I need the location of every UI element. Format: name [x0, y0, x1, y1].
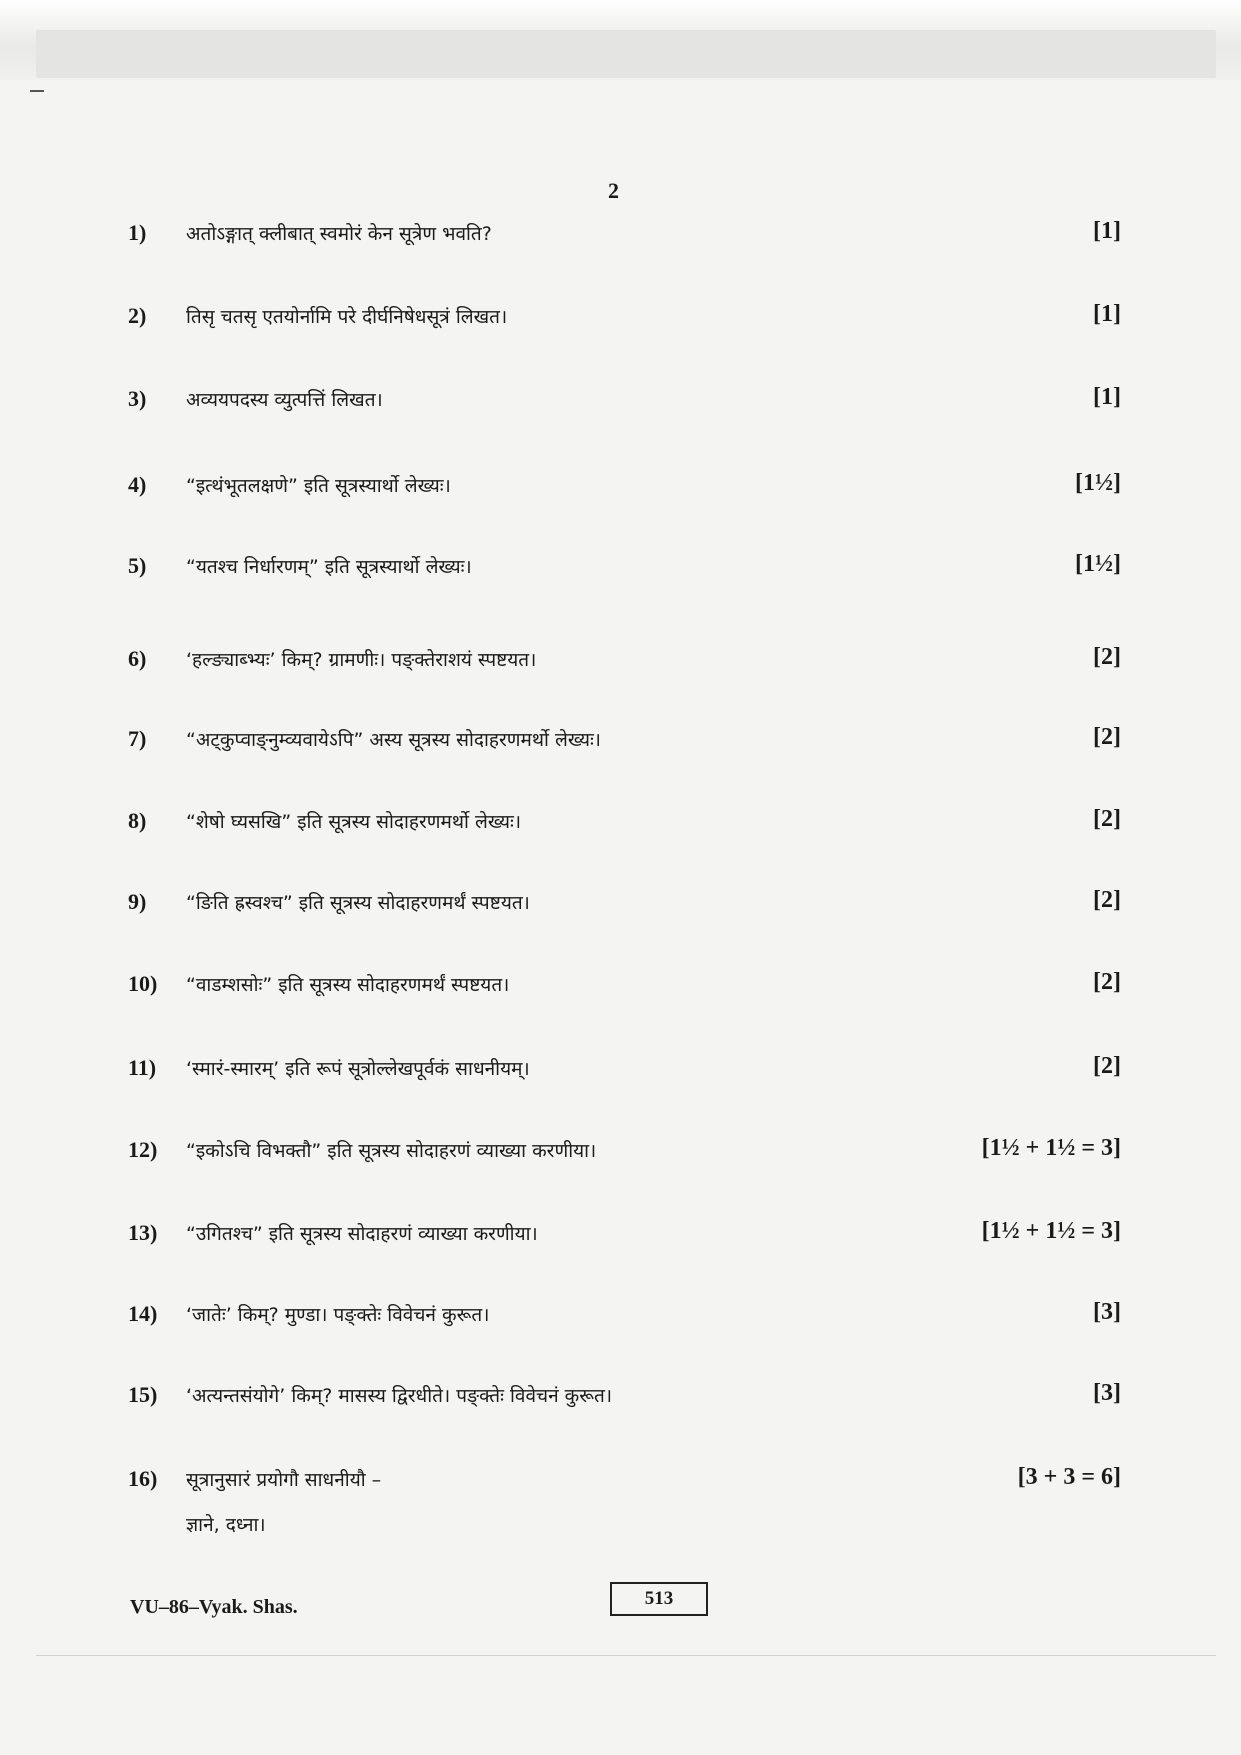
- question-number: 5): [128, 553, 147, 578]
- question-text: ‘स्मारं-स्मारम्’ इति रूपं सूत्रोल्लेखपूर्वकं साधनीयम्।: [186, 1058, 530, 1080]
- question-text: अतोऽङ्गात् क्लीबात् स्वमोरं केन सूत्रेण भवति?: [186, 223, 492, 245]
- question-item: [0, 468, 1241, 508]
- question-marks: [2]: [1093, 806, 1121, 832]
- question-item: [0, 722, 1241, 762]
- question-text: सूत्रानुसारं प्रयोगौ साधनीयौ –: [186, 1469, 382, 1491]
- question-text: “इकोऽचि विभक्तौ” इति सूत्रस्य सोदाहरणं व्याख्या करणीया।: [186, 1140, 597, 1162]
- question-text: “यतश्च निर्धारणम्” इति सूत्रस्यार्थो लेख्यः।: [186, 556, 472, 578]
- question-item: [0, 382, 1241, 422]
- question-text: “अट्कुप्वाङ्नुम्व्यवायेऽपि” अस्य सूत्रस्य सोदाहरणमर्थो लेख्यः।: [186, 729, 602, 751]
- question-item: [0, 967, 1241, 1007]
- question-number: 6): [128, 646, 147, 671]
- question-marks: [2]: [1093, 887, 1121, 913]
- footer-divider: [36, 1655, 1216, 1656]
- question-text: “इत्थंभूतलक्षणे” इति सूत्रस्यार्थो लेख्यः।: [186, 475, 451, 497]
- question-text: “उगितश्च” इति सूत्रस्य सोदाहरणं व्याख्या करणीया।: [186, 1223, 538, 1245]
- paper-code: VU–86–Vyak. Shas.: [130, 1596, 298, 1618]
- question-number: 13): [128, 1220, 158, 1245]
- question-marks: [1]: [1093, 384, 1121, 410]
- question-item: [0, 1216, 1241, 1256]
- question-item: [0, 216, 1241, 256]
- question-item: [0, 299, 1241, 339]
- question-number: 9): [128, 889, 147, 914]
- question-item: [0, 1051, 1241, 1091]
- question-marks: [1]: [1093, 301, 1121, 327]
- question-marks: [1½]: [1075, 551, 1121, 577]
- question-marks: [3]: [1093, 1299, 1121, 1325]
- question-marks: [2]: [1093, 1053, 1121, 1079]
- question-number: 3): [128, 386, 147, 411]
- question-number: 4): [128, 472, 147, 497]
- question-text: “ङिति ह्रस्वश्च” इति सूत्रस्य सोदाहरणमर्थं स्पष्टयत।: [186, 892, 530, 914]
- scan-edge-band: [36, 30, 1216, 78]
- question-number: 14): [128, 1301, 158, 1326]
- question-item: [0, 804, 1241, 844]
- page-number: 2: [608, 178, 619, 203]
- question-number: 1): [128, 220, 147, 245]
- question-marks: [3]: [1093, 1380, 1121, 1406]
- question-marks: [1]: [1093, 218, 1121, 244]
- question-number: 7): [128, 726, 147, 751]
- question-item: [0, 549, 1241, 589]
- question-item: [0, 1133, 1241, 1173]
- question-marks: [1½ + 1½ = 3]: [981, 1218, 1121, 1244]
- question-number: 15): [128, 1382, 158, 1407]
- question-number: 8): [128, 808, 147, 833]
- question-text: “वाडम्शसोः” इति सूत्रस्य सोदाहरणमर्थं स्पष्टयत।: [186, 974, 510, 996]
- question-marks: [3 + 3 = 6]: [1017, 1464, 1121, 1490]
- question-text: ‘हल्ङ्याब्भ्यः’ किम्? ग्रामणीः। पङ्क्तेराशयं स्पष्टयत।: [186, 649, 537, 671]
- question-text: “शेषो घ्यसखि” इति सूत्रस्य सोदाहरणमर्थो लेख्यः।: [186, 811, 522, 833]
- margin-tick-mark: [30, 90, 44, 92]
- question-item: [0, 1462, 1241, 1542]
- question-marks: [1½ + 1½ = 3]: [981, 1135, 1121, 1161]
- question-text: तिसृ चतसृ एतयोर्नामि परे दीर्घनिषेधसूत्रं लिखत।: [186, 306, 508, 328]
- question-text-continuation: ज्ञाने, दध्ना।: [186, 1514, 266, 1536]
- question-number: 11): [128, 1055, 157, 1080]
- question-text: अव्ययपदस्य व्युत्पत्तिं लिखत।: [186, 389, 383, 411]
- question-number: 12): [128, 1137, 158, 1162]
- question-text: ‘जातेः’ किम्? मुण्डा। पङ्क्तेः विवेचनं कुरूत।: [186, 1304, 490, 1326]
- page-box-number: 513: [610, 1582, 708, 1616]
- question-item: [0, 642, 1241, 682]
- question-marks: [2]: [1093, 724, 1121, 750]
- question-item: [0, 1378, 1241, 1418]
- question-text: ‘अत्यन्तसंयोगे’ किम्? मासस्य द्विरधीते। पङ्क्तेः विवेचनं कुरूत।: [186, 1385, 613, 1407]
- question-item: [0, 885, 1241, 925]
- question-number: 10): [128, 971, 158, 996]
- question-marks: [1½]: [1075, 470, 1121, 496]
- question-item: [0, 1297, 1241, 1337]
- question-marks: [2]: [1093, 969, 1121, 995]
- question-marks: [2]: [1093, 644, 1121, 670]
- question-number: 16): [128, 1466, 158, 1491]
- question-number: 2): [128, 303, 147, 328]
